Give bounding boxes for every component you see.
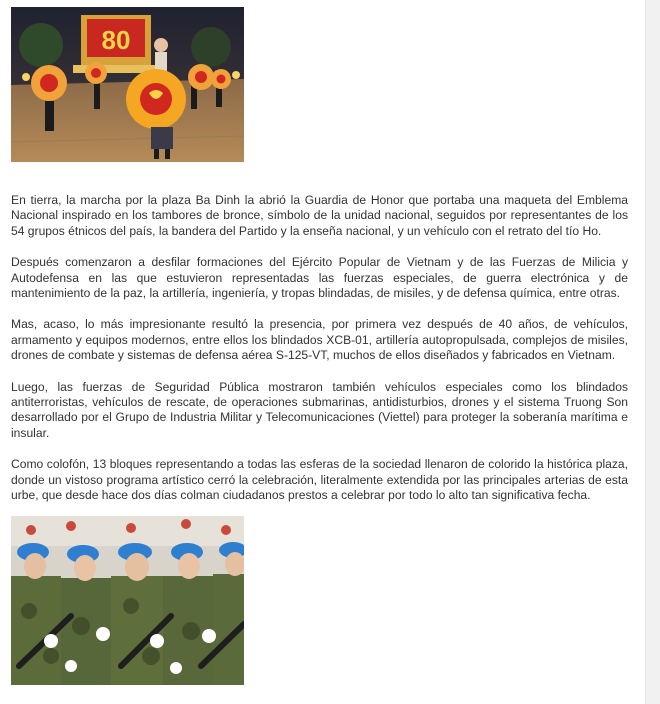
article-paragraph-5: Como colofón, 13 bloques representando a todas las esferas de la sociedad llenaron de colorido la histórica plaza, donde un vistoso programa artístico cerró la celebración, literalmente extendida por las principales arterias de esta urbe, que desde hace dos días colman ciudadanos prestos a celebrar por todo lo alto tan significativa fecha.: [11, 457, 628, 503]
article-paragraph-3: Mas, acaso, lo más impresionante resultó la presencia, por primera vez después de 40 años, de vehículos, armamento y equipos modernos, entre ellos los blindados XCB-01, artillería autopropulsada, complejos de misiles, drones de combate y sistemas de defensa aérea S-125-VT, muchos de ellos diseñados y fabricados en Vietnam.: [11, 317, 628, 363]
page-scrollbar[interactable]: [645, 0, 660, 704]
article-paragraph-4: Luego, las fuerzas de Seguridad Pública mostraron también vehículos especiales como los blindados antiterroristas, vehículos de rescate, de operaciones submarinas, antidisturbios, drones y el sistema Truong Son desarrollado por el Grupo de Industria Militar y Telecomunicaciones (Viettel) para proteger la soberanía marítima e insular.: [11, 379, 628, 440]
article-body: [11, 193, 628, 520]
parade-performers-photo: [11, 7, 244, 162]
article-paragraph-2: Después comenzaron a desfilar formaciones del Ejército Popular de Vietnam y de las Fuerzas de Milicia y Autodefensa en las que estuvieron representadas las fuerzas especiales, de guerra electrónica y de mantenimiento de la paz, la artillería, ingeniería, y tropas blindadas, de misiles, y de defensa química, entre otras.: [11, 255, 628, 301]
stage-sign-number: 80: [101, 25, 131, 55]
soldiers-marching-illustration: [11, 516, 244, 685]
soldiers-marching-photo: [11, 516, 244, 685]
article-paragraph-1: En tierra, la marcha por la plaza Ba Dinh la abrió la Guardia de Honor que portaba una maqueta del Emblema Nacional inspirado en los tambores de bronce, símbolo de la unidad nacional, seguidos por representantes de los 54 grupos étnicos del país, la bandera del Partido y la enseña nacional, y un vehículo con el retrato del tío Ho.: [11, 193, 628, 238]
parade-performers-illustration: [11, 7, 244, 162]
